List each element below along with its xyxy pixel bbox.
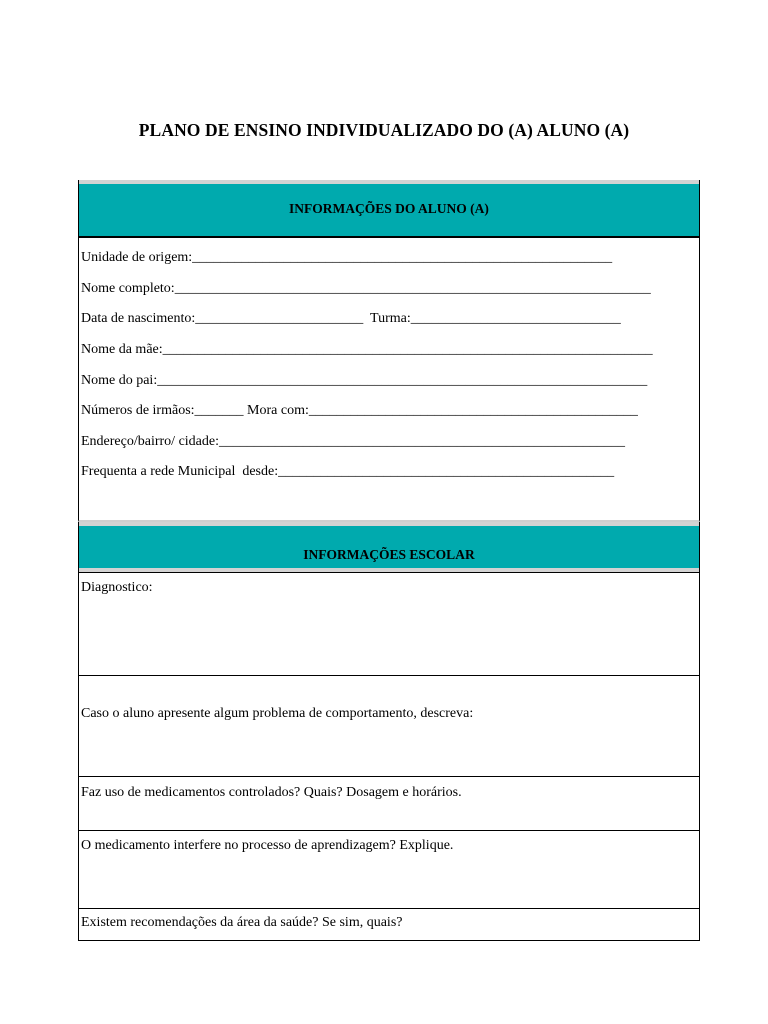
health-recommendations-row[interactable] xyxy=(79,908,699,938)
medication-learning-label: O medicamento interfere no processo de aprendizagem? Explique. xyxy=(81,838,454,853)
diagnosis-row[interactable] xyxy=(79,572,699,675)
behavior-row[interactable] xyxy=(79,675,699,776)
address-field[interactable]: Endereço/bairro/ cidade:__________________________________________________________ xyxy=(81,434,625,449)
medication-learning-row[interactable] xyxy=(79,830,699,908)
diagnosis-label: Diagnostico: xyxy=(81,580,153,595)
health-recommendations-label: Existem recomendações da área da saúde? Se sim, quais? xyxy=(81,915,403,930)
medication-label: Faz uso de medicamentos controlados? Quais? Dosagem e horários. xyxy=(81,785,462,800)
school-info-section xyxy=(78,522,700,941)
mother-name-field[interactable]: Nome da mãe:______________________________________________________________________ xyxy=(81,342,653,357)
origin-unit-field[interactable]: Unidade de origem:____________________________________________________________ xyxy=(81,250,613,265)
medication-row[interactable] xyxy=(79,776,699,830)
birth-date-class-field[interactable]: Data de nascimento:________________________ Turma:______________________________ xyxy=(81,311,621,326)
behavior-label: Caso o aluno apresente algum problema de comportamento, descreva: xyxy=(81,706,474,721)
student-info-heading: INFORMAÇÕES DO ALUNO (A) xyxy=(79,180,699,238)
father-name-field[interactable]: Nome do pai:______________________________________________________________________ xyxy=(81,373,648,388)
student-info-section xyxy=(78,180,700,522)
municipal-network-since-field[interactable]: Frequenta a rede Municipal desde:________________________________________________ xyxy=(81,464,615,479)
siblings-lives-with-field[interactable]: Números de irmãos:_______ Mora com:_______________________________________________ xyxy=(81,403,638,418)
page-title: PLANO DE ENSINO INDIVIDUALIZADO DO (A) ALUNO (A) xyxy=(138,120,630,140)
full-name-field[interactable]: Nome completo:____________________________________________________________________ xyxy=(81,281,651,296)
school-info-heading: INFORMAÇÕES ESCOLAR xyxy=(79,522,699,572)
